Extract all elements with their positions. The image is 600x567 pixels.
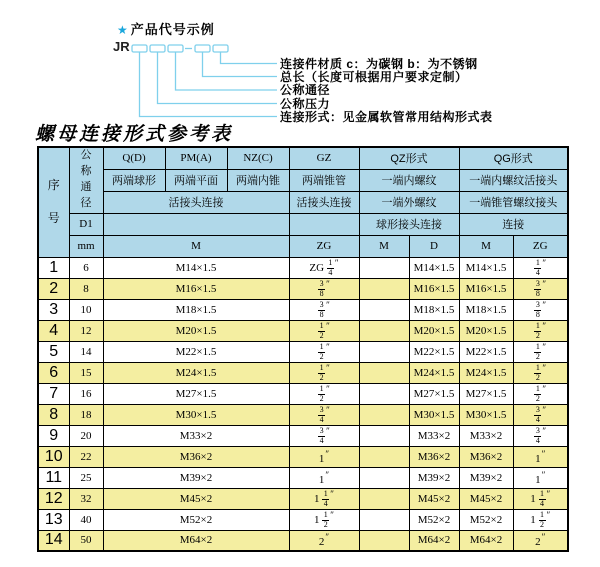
header-row-forms	[38, 147, 568, 169]
cell-seq: 13	[38, 509, 69, 530]
cell-qz-d: M45×2	[409, 488, 459, 509]
cell-qz-m	[359, 362, 409, 383]
nut-connection-table	[37, 146, 569, 552]
table-row	[38, 362, 568, 383]
table-row	[38, 530, 568, 551]
cell-qg-m: M22×1.5	[459, 341, 513, 362]
cell-seq: 11	[38, 467, 69, 488]
cell-qz-d: M24×1.5	[409, 362, 459, 383]
cell-qz-m	[359, 383, 409, 404]
cell-qz-d: M16×1.5	[409, 278, 459, 299]
cell-m: M30×1.5	[103, 404, 289, 425]
zg-col-label: ZG	[289, 235, 359, 257]
callout-pressure: 公称压力	[280, 96, 331, 111]
cell-zg: $\frac{1}{2}$ ″	[289, 362, 359, 383]
qz-sub3: 球形接头连接	[359, 213, 459, 235]
code-box	[132, 45, 147, 52]
m-span-label: M	[103, 235, 289, 257]
cell-m: M39×2	[103, 467, 289, 488]
union-connection: 活接头连接	[103, 191, 289, 213]
cell-qz-d: M14×1.5	[409, 257, 459, 278]
cell-qg-m: M33×2	[459, 425, 513, 446]
cell-qg-zg: 2″	[513, 530, 568, 551]
code-prefix: JR	[113, 39, 130, 54]
cell-dn: 40	[69, 509, 103, 530]
cell-seq: 14	[38, 530, 69, 551]
cell-seq: 10	[38, 446, 69, 467]
cell-qg-m: M36×2	[459, 446, 513, 467]
cell-m: M24×1.5	[103, 362, 289, 383]
cell-qg-m: M18×1.5	[459, 299, 513, 320]
table-row	[38, 299, 568, 320]
cell-qg-zg: 1″	[513, 446, 568, 467]
callout-material: 连接件材质 c：为碳钢 b：为不锈钢	[280, 56, 478, 71]
cell-qg-zg: $\frac{3}{4}$ ″	[513, 425, 568, 446]
col-header-pm: PM(A)	[165, 147, 227, 169]
qz-m-label: M	[359, 235, 409, 257]
cell-seq: 5	[38, 341, 69, 362]
cell-qz-d: M33×2	[409, 425, 459, 446]
table-row	[38, 509, 568, 530]
qz-d-label: D	[409, 235, 459, 257]
cell-qg-m: M24×1.5	[459, 362, 513, 383]
table-body	[38, 257, 568, 551]
cell-qg-zg: $\frac{1}{2}$ ″	[513, 362, 568, 383]
col-header-nz: NZ(C)	[227, 147, 289, 169]
cell-seq: 3	[38, 299, 69, 320]
q-sub: 两端球形	[103, 169, 165, 191]
cell-m: M27×1.5	[103, 383, 289, 404]
table-row	[38, 257, 568, 278]
nz-sub: 两端内锥	[227, 169, 289, 191]
col-header-q: Q(D)	[103, 147, 165, 169]
qg-m-label: M	[459, 235, 513, 257]
cell-zg: $\frac{1}{2}$ ″	[289, 383, 359, 404]
code-box	[168, 45, 183, 52]
cell-qz-m	[359, 341, 409, 362]
cell-m: M20×1.5	[103, 320, 289, 341]
cell-dn: 8	[69, 278, 103, 299]
cell-zg: $\frac{3}{4}$ ″	[289, 425, 359, 446]
d1-label: D1	[69, 213, 103, 235]
cell-qg-m: M27×1.5	[459, 383, 513, 404]
cell-qz-d: M52×2	[409, 509, 459, 530]
cell-dn: 22	[69, 446, 103, 467]
cell-qz-d: M18×1.5	[409, 299, 459, 320]
cell-qz-d: M20×1.5	[409, 320, 459, 341]
cell-m: M16×1.5	[103, 278, 289, 299]
col-header-qg: QG形式	[459, 147, 568, 169]
cell-qg-m: M39×2	[459, 467, 513, 488]
empty-cell	[289, 213, 359, 235]
table-row	[38, 320, 568, 341]
cell-qz-m	[359, 299, 409, 320]
cell-zg: $\frac{1}{2}$ ″	[289, 320, 359, 341]
cell-qg-m: M52×2	[459, 509, 513, 530]
cell-m: M33×2	[103, 425, 289, 446]
cell-dn: 32	[69, 488, 103, 509]
table-row	[38, 446, 568, 467]
qz-sub1: 一端内螺纹	[359, 169, 459, 191]
callout-length: 总长（长度可根据用户要求定制）	[280, 69, 468, 84]
cell-m: M52×2	[103, 509, 289, 530]
cell-dn: 15	[69, 362, 103, 383]
cell-qz-m	[359, 320, 409, 341]
col-header-nominal-diameter	[69, 147, 103, 213]
cell-qg-zg: $\frac{3}{8}$ ″	[513, 278, 568, 299]
cell-qg-m: M45×2	[459, 488, 513, 509]
cell-seq: 6	[38, 362, 69, 383]
cell-seq: 4	[38, 320, 69, 341]
cell-qg-m: M30×1.5	[459, 404, 513, 425]
cell-dn: 18	[69, 404, 103, 425]
header-row-units	[38, 235, 568, 257]
callout-conn-form: 连接形式：见金属软管常用结构形式表	[280, 109, 493, 124]
code-box	[195, 45, 210, 52]
empty-cell	[103, 213, 289, 235]
gz-union-connection: 活接头连接	[289, 191, 359, 213]
cell-seq: 7	[38, 383, 69, 404]
table-title: 螺母连接形式参考表	[35, 124, 234, 145]
cell-seq: 12	[38, 488, 69, 509]
product-code-heading-text: 产品代号示例	[130, 22, 215, 37]
cell-qz-m	[359, 425, 409, 446]
cell-zg: ZG $\frac{1}{4}$ ″	[289, 257, 359, 278]
qg-sub2: 一端锥管螺纹接头	[459, 191, 568, 213]
cell-seq: 8	[38, 404, 69, 425]
cell-dn: 25	[69, 467, 103, 488]
table-row	[38, 404, 568, 425]
cell-dn: 20	[69, 425, 103, 446]
cell-zg: $\frac{3}{8}$ ″	[289, 278, 359, 299]
cell-seq: 1	[38, 257, 69, 278]
cell-dn: 16	[69, 383, 103, 404]
col-header-seq	[38, 147, 69, 257]
header-row-d1	[38, 213, 568, 235]
cell-dn: 50	[69, 530, 103, 551]
code-box	[213, 45, 228, 52]
star-icon: ★	[117, 23, 129, 37]
table-row	[38, 467, 568, 488]
cell-qg-m: M64×2	[459, 530, 513, 551]
cell-qg-zg: $\frac{1}{2}$ ″	[513, 341, 568, 362]
cell-dn: 14	[69, 341, 103, 362]
cell-m: M22×1.5	[103, 341, 289, 362]
cell-m: M45×2	[103, 488, 289, 509]
qg-zg-label: ZG	[513, 235, 568, 257]
cell-qg-zg: $\frac{3}{4}$ ″	[513, 404, 568, 425]
table-header	[38, 147, 568, 257]
cell-zg: $\frac{3}{4}$ ″	[289, 404, 359, 425]
cell-qz-d: M64×2	[409, 530, 459, 551]
product-code-heading	[117, 19, 215, 38]
cell-m: M64×2	[103, 530, 289, 551]
mm-label: mm	[69, 235, 103, 257]
col-header-gz: GZ	[289, 147, 359, 169]
pm-sub: 两端平面	[165, 169, 227, 191]
cell-qg-m: M20×1.5	[459, 320, 513, 341]
callout-diameter: 公称通径	[280, 83, 331, 97]
cell-qz-m	[359, 446, 409, 467]
table-row	[38, 383, 568, 404]
callout-lines	[140, 52, 278, 117]
header-row-connection	[38, 191, 568, 213]
cell-qg-zg: 1 $\frac{1}{2}$ ″	[513, 509, 568, 530]
header-row-end-style	[38, 169, 568, 191]
cell-qz-m	[359, 467, 409, 488]
nominal-diameter-label: 公称通径	[80, 149, 92, 210]
cell-qz-m	[359, 488, 409, 509]
cell-m: M14×1.5	[103, 257, 289, 278]
cell-zg: $\frac{3}{8}$ ″	[289, 299, 359, 320]
cell-dn: 6	[69, 257, 103, 278]
cell-qg-zg: 1 $\frac{1}{4}$ ″	[513, 488, 568, 509]
cell-qz-d: M39×2	[409, 467, 459, 488]
cell-qz-d: M36×2	[409, 446, 459, 467]
cell-qz-m	[359, 257, 409, 278]
cell-qz-d: M27×1.5	[409, 383, 459, 404]
cell-qg-zg: $\frac{1}{2}$ ″	[513, 383, 568, 404]
cell-qg-m: M14×1.5	[459, 257, 513, 278]
qz-sub2: 一端外螺纹	[359, 191, 459, 213]
cell-zg: 1 $\frac{1}{2}$ ″	[289, 509, 359, 530]
cell-seq: 2	[38, 278, 69, 299]
gz-sub: 两端锥管	[289, 169, 359, 191]
qg-sub1: 一端内螺纹活接头	[459, 169, 568, 191]
cell-dn: 12	[69, 320, 103, 341]
table-row	[38, 278, 568, 299]
cell-qz-m	[359, 278, 409, 299]
code-boxes	[132, 45, 228, 52]
cell-zg: 2″	[289, 530, 359, 551]
cell-m: M36×2	[103, 446, 289, 467]
cell-qz-d: M30×1.5	[409, 404, 459, 425]
cell-m: M18×1.5	[103, 299, 289, 320]
cell-qz-d: M22×1.5	[409, 341, 459, 362]
cell-qg-zg: $\frac{3}{8}$ ″	[513, 299, 568, 320]
cell-qz-m	[359, 509, 409, 530]
col-header-qz: QZ形式	[359, 147, 459, 169]
cell-zg: 1″	[289, 446, 359, 467]
cell-zg: 1″	[289, 467, 359, 488]
seq-label: 序号	[47, 177, 60, 226]
cell-zg: 1 $\frac{1}{4}$ ″	[289, 488, 359, 509]
table-row	[38, 488, 568, 509]
table-row	[38, 341, 568, 362]
cell-seq: 9	[38, 425, 69, 446]
cell-qg-zg: $\frac{1}{2}$ ″	[513, 320, 568, 341]
cell-qg-zg: $\frac{1}{4}$ ″	[513, 257, 568, 278]
cell-qz-m	[359, 404, 409, 425]
code-box	[150, 45, 165, 52]
cell-dn: 10	[69, 299, 103, 320]
table-row	[38, 425, 568, 446]
cell-zg: $\frac{1}{2}$ ″	[289, 341, 359, 362]
cell-qz-m	[359, 530, 409, 551]
cell-qg-m: M16×1.5	[459, 278, 513, 299]
qg-sub3: 连接	[459, 213, 568, 235]
cell-qg-zg: 1″	[513, 467, 568, 488]
